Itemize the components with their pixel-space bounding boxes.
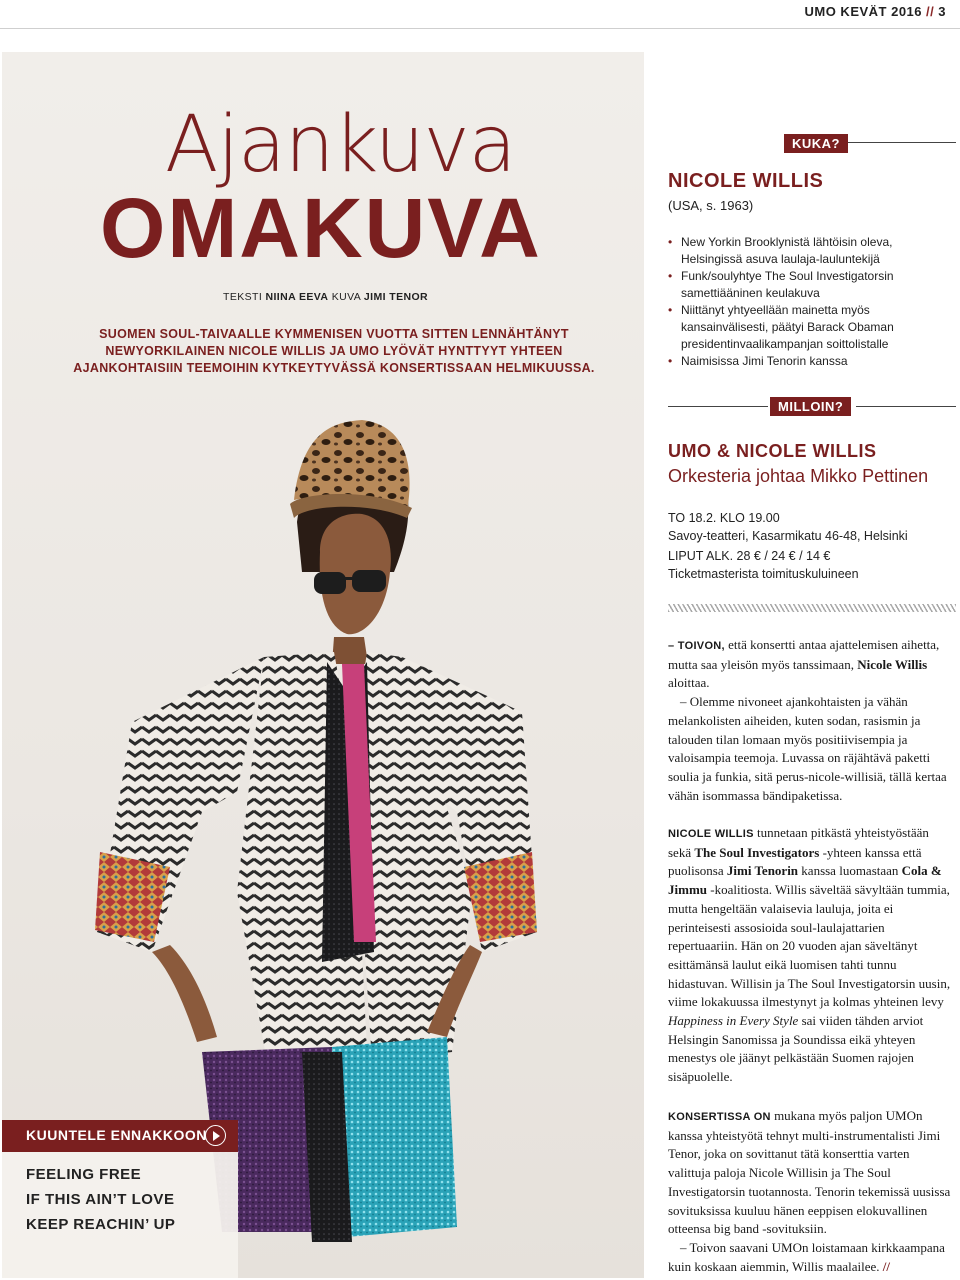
listen-label: KUUNTELE ENNAKKOON	[26, 1127, 207, 1143]
text-run: -yhteen kanssa että puolisonsa	[668, 844, 922, 879]
article-block-2	[668, 824, 954, 1087]
header-rule	[0, 28, 960, 29]
event-conductor: Orkesteria johtaa Mikko Pettinen	[668, 466, 929, 486]
who-tag: KUKA?	[784, 134, 848, 153]
text-bold: Cola & Jimmu	[668, 863, 942, 898]
article-paragraph: – Olemme nivoneet ajankohtaisten ja vähän melankolisten aiheiden, kuten sodan, rasismin ja talouden tilan lomaan myös positiivisempia ja valoisampia teemoja. Luvassa on räjähtävä paketti soulia ja funkia, sitä perus-nicole-willisiä, tällä kertaa vähän isommassa bändipaketissa.	[668, 694, 947, 803]
article-paragraph	[668, 1239, 954, 1276]
artist-facts	[668, 234, 948, 370]
song-list	[2, 1152, 238, 1278]
running-title	[804, 4, 946, 19]
article-block-1	[668, 636, 954, 805]
fact-item: • Niittänyt yhtyeellään mainetta myös kansainvälisesti, päätyi Barack Obaman presidentinvaalikampanjan soittolistalle	[668, 302, 948, 353]
text-bold: The Soul Investigators	[694, 844, 820, 860]
lead-paragraph: SUOMEN SOUL-TAIVAALLE KYMMENISEN VUOTTA SITTEN LENNÄHTÄNYT NEWYORKILAINEN NICOLE WILLIS JA UMO LYÖVÄT HYNTTYYT YHTEEN AJANKOHTAISIIN TEEMOIHIN KYTKEYTYVÄSSÄ KONSERTISSAAN HELMIKUUSSA.	[73, 327, 595, 375]
song-item[interactable]: IF THIS AIN’T LOVE	[26, 1191, 175, 1208]
running-title-separator: //	[926, 4, 935, 19]
article-paragraph	[668, 636, 954, 693]
credits-text-author: NIINA EEVA	[265, 291, 329, 303]
credits-text-label: TEKSTI	[223, 291, 263, 303]
article-paragraph	[668, 1107, 954, 1239]
artist-name: NICOLE WILLIS	[668, 170, 824, 192]
when-rule-left	[668, 406, 768, 407]
when-rule-right	[856, 406, 956, 407]
paragraph-lead: KONSERTISSA ON	[668, 1111, 771, 1123]
text-run: mukana myös paljon UMOn kanssa yhteistyötä tehnyt multi-instrumentalisti Jimi Tenor, joka on sovittanut tätä konserttia varten valittuja paloja Nicole Willisin ja The Soul Investigatorsin tuotannosta. Tenorin tekemissä uusissa sovituksissa kuuluu hänen eeppisen elokuvallinen otteensa big band -sovituksiin.	[668, 1108, 951, 1237]
page-number: 3	[938, 4, 946, 19]
event-venue: Savoy-teatteri, Kasarmikatu 46-48, Helsinki	[668, 529, 908, 543]
text-run: -koalitiosta. Willis säveltää sävyltään tummia, mutta hengeltään valaisevia lauluja, joita ei perinteisesti assosioida soul-laulajattarien repertuaariin. Hän on 20 vuoden ajan säveltänyt esittämänsä laulut eikä luomisen tahti tunnu hidastuvan. Willisin ja The Soul Investigatorsin uusin, viime lokakuussa ilmestynyt ja kolmas yhteinen levy	[668, 882, 951, 1010]
text-run: aloittaa.	[668, 675, 710, 691]
text-run: sai viiden tähden arviot Helsingin Sanomissa ja Soundissa eikä yhteyen menestys ole jäänyt pelkästään Suomen rajojen sisäpuolelle.	[668, 1013, 924, 1085]
fact-item: • Funk/soulyhtye The Soul Investigatorsin samettiääninen keulakuva	[668, 268, 948, 302]
title-main: OMAKUVA	[100, 181, 542, 275]
running-title-text: UMO KEVÄT 2016	[804, 4, 923, 19]
artist-origin: (USA, s. 1963)	[668, 198, 754, 213]
article-paragraph	[668, 824, 954, 1087]
fact-item: • New Yorkin Brooklynistä lähtöisin oleva, Helsingissä asuva laulaja-lauluntekijä	[668, 234, 948, 268]
when-tag: MILLOIN?	[770, 397, 851, 416]
fact-item: • Naimisissa Jimi Tenorin kanssa	[668, 353, 948, 370]
play-icon[interactable]	[205, 1125, 226, 1146]
text-bold: Nicole Willis	[857, 656, 928, 672]
article-block-3	[668, 1107, 954, 1276]
text-run: tunnetaan pitkästä yhteistyöstään sekä	[668, 825, 929, 860]
hatch-divider	[668, 604, 956, 612]
song-item[interactable]: FEELING FREE	[26, 1166, 142, 1183]
paragraph-lead: – TOIVON,	[668, 640, 725, 652]
text-run: kanssa luomastaan	[798, 863, 902, 879]
text-bold: Jimi Tenorin	[726, 863, 799, 879]
credits-photo-author: JIMI TENOR	[363, 291, 429, 303]
page-header	[0, 0, 960, 30]
who-rule	[846, 142, 956, 143]
text-run: että konsertti antaa ajattelemisen aihetta, mutta saa yleisön myös tanssimaan,	[668, 637, 940, 672]
end-mark: //	[882, 1258, 891, 1274]
credits	[223, 291, 428, 303]
ticket-note: Ticketmasterista toimituskuluineen	[668, 567, 859, 581]
event-date: TO 18.2. KLO 19.00	[668, 511, 780, 525]
text-italic: Happiness in Every Style	[668, 1013, 799, 1029]
listen-preview-button[interactable]	[2, 1120, 238, 1152]
event-title: UMO & NICOLE WILLIS	[668, 441, 877, 461]
text-run: – Toivon saavani UMOn loistamaan kirkkaampana kuin koskaan aiemmin, Willis maalailee.	[668, 1239, 945, 1274]
title-script: Ajankuva	[165, 100, 516, 190]
event-tickets: LIPUT ALK. 28 € / 24 € / 14 €	[668, 549, 831, 563]
song-item[interactable]: KEEP REACHIN’ UP	[26, 1216, 176, 1233]
paragraph-lead: NICOLE WILLIS	[668, 828, 754, 840]
credits-photo-label: KUVA	[331, 291, 361, 303]
